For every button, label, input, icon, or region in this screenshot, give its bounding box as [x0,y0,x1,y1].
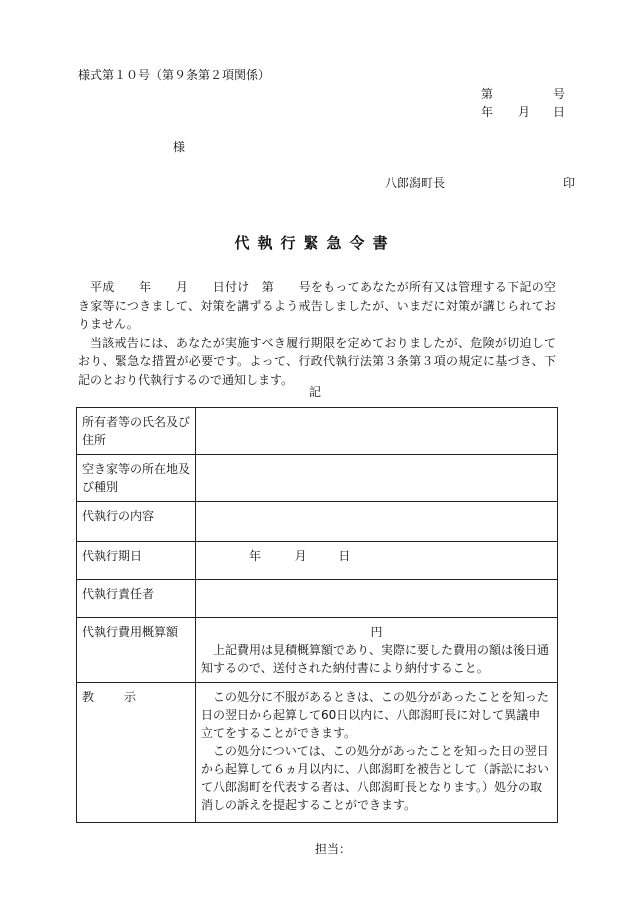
recipient-sama: 様 [173,140,186,154]
table-row [77,542,558,580]
responsible-label: 代執行責任者 [77,580,196,618]
number-go: 号 [553,87,566,101]
cost-value [196,618,558,683]
ki-heading: 記 [308,385,321,399]
cost-note: 上記費用は見積概算額であり、実際に要した費用の額は後日通知するので、送付された納付書により納付すること。 [201,643,550,675]
table-row [77,408,558,455]
body-text [78,278,556,389]
kyoji-text-1: この処分に不服があるときは、この処分があったことを知った日の翌日から起算して60日以内に、八郎潟町長に対して異議申立てをすることができます。 [201,690,549,740]
date-tsuki: 月 [518,105,531,119]
seal-mark: 印 [563,176,576,190]
content-value [196,502,558,542]
tanto-label: 担当： [315,842,352,856]
kyoji-label [77,683,196,823]
document-title: 代執行緊急令書 [234,234,396,252]
kyoji-char-1: 教 [82,690,95,704]
owner-label: 所有者等の氏名及び住所 [77,408,196,455]
sender-name: 八郎潟町長 [385,176,446,190]
content-label: 代執行の内容 [77,502,196,542]
responsible-value [196,580,558,618]
table-row [77,502,558,542]
owner-value [196,408,558,455]
date-nen: 年 [481,105,494,119]
location-label: 空き家等の所在地及び種別 [77,455,196,502]
record-table [76,407,558,823]
exec-date-nen: 年 [249,549,262,563]
cost-unit: 円 [370,625,383,639]
location-value [196,455,558,502]
date-hi: 日 [553,105,566,119]
kyoji-char-2: 示 [124,690,137,704]
kyoji-value [196,683,558,823]
exec-date-hi: 日 [338,549,351,563]
number-dai: 第 [481,87,494,101]
form-number: 様式第１０号（第９条第２項関係） [78,68,271,82]
paragraph-1: 平成 年 月 日付け 第 号をもってあなたが所有又は管理する下記の空き家等につきまして、対策を講ずるよう戒告しましたが、いまだに対策が講じられておりません。 [78,280,556,331]
paragraph-2: 当該戒告には、あなたが実施すべき履行期限を定めておりましたが、危険が切迫しており、緊急な措置が必要です。よって、行政代執行法第３条第３項の規定に基づき、下記のとおり代執行するので通知します。 [78,335,556,387]
date-value [196,542,558,580]
table-row [77,618,558,683]
table-row [77,683,558,823]
table-row [77,580,558,618]
exec-date-tsuki: 月 [294,549,307,563]
cost-label: 代執行費用概算額 [77,618,196,683]
date-label: 代執行期日 [77,542,196,580]
kyoji-text-2: この処分については、この処分があったことを知った日の翌日から起算して６ヵ月以内に、八郎潟町を被告として（訴訟において八郎潟町を代表する者は、八郎潟町長となります。）処分の取消しの訴えを提起することができます。 [201,744,550,812]
table-row [77,455,558,502]
